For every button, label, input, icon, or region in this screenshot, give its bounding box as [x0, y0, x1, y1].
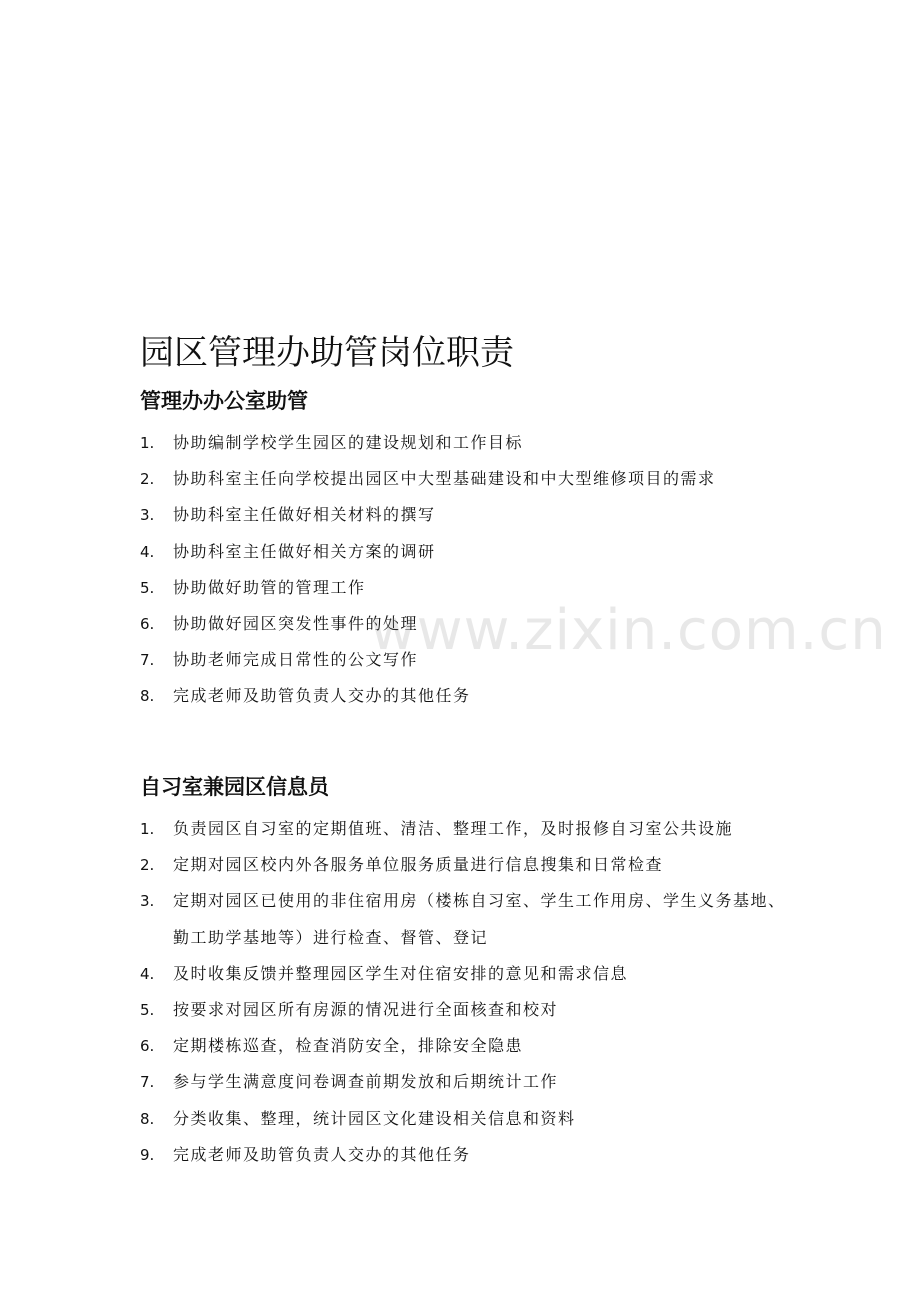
list-item-number: 4.	[140, 964, 155, 983]
list-item-text: 按要求对园区所有房源的情况进行全面核查和校对	[173, 1000, 559, 1020]
list-item-text: 协助做好园区突发性事件的处理	[173, 614, 419, 634]
list-item-text: 协助编制学校学生园区的建设规划和工作目标	[173, 433, 524, 452]
list-item-number: 2.	[140, 470, 155, 489]
duty-list-office-assistant	[140, 425, 800, 715]
list-item-text: 定期对园区校内外各服务单位服务质量进行信息搜集和日常检查	[173, 855, 664, 875]
list-item-number: 6.	[140, 1037, 155, 1056]
list-item	[140, 1028, 800, 1064]
list-item-text: 完成老师及助管负责人交办的其他任务	[173, 686, 471, 706]
list-item-text: 负责园区自习室的定期值班、清洁、整理工作，及时报修自习室公共设施	[173, 819, 734, 838]
list-item	[140, 461, 800, 497]
list-item	[140, 1101, 800, 1137]
list-item-number: 4.	[140, 542, 155, 561]
list-item-number: 8.	[140, 1109, 155, 1128]
list-item-text: 协助老师完成日常性的公文写作	[173, 650, 419, 670]
list-item-number: 9.	[140, 1145, 155, 1164]
list-item-text: 及时收集反馈并整理园区学生对住宿安排的意见和需求信息	[173, 963, 629, 983]
list-item-number: 7.	[140, 1073, 155, 1092]
list-item	[140, 642, 800, 678]
list-item	[140, 534, 800, 570]
list-item-number: 3.	[140, 892, 155, 911]
list-item-text: 完成老师及助管负责人交办的其他任务	[173, 1144, 471, 1164]
list-item	[140, 570, 800, 606]
list-item-number: 8.	[140, 687, 155, 706]
list-item	[140, 1064, 800, 1100]
list-item	[140, 992, 800, 1028]
list-item-text: 协助科室主任做好相关方案的调研	[173, 541, 436, 561]
list-item	[140, 956, 800, 992]
watermark: www.zixin.com.cn	[370, 598, 887, 663]
section-heading-office-assistant: 管理办办公室助管	[140, 389, 308, 413]
list-item-number: 1.	[140, 820, 155, 838]
list-item	[140, 883, 800, 955]
list-item	[140, 847, 800, 883]
duty-list-study-room-informant	[140, 811, 800, 1173]
list-item-number: 3.	[140, 506, 155, 525]
list-item-text: 协助科室主任向学校提出园区中大型基础建设和中大型维修项目的需求	[173, 469, 716, 489]
list-item-number: 1.	[140, 434, 155, 452]
list-item-number: 2.	[140, 856, 155, 875]
list-item-number: 7.	[140, 651, 155, 670]
document-title: 园区管理办助管岗位职责	[140, 333, 514, 373]
list-item	[140, 811, 800, 847]
list-item	[140, 606, 800, 642]
list-item-text: 定期楼栋巡查，检查消防安全，排除安全隐患	[173, 1036, 524, 1056]
list-item-number: 5.	[140, 1001, 155, 1020]
list-item-text: 分类收集、整理，统计园区文化建设相关信息和资料	[173, 1108, 576, 1128]
list-item	[140, 497, 800, 533]
list-item-number: 5.	[140, 578, 155, 597]
list-item-text: 定期对园区已使用的非住宿用房（楼栋自习室、学生工作用房、学生义务基地、勤工助学基地等）进行检查、督管、登记	[173, 891, 786, 947]
list-item	[140, 1137, 800, 1173]
list-item	[140, 678, 800, 714]
list-item-text: 协助做好助管的管理工作	[173, 577, 366, 597]
list-item-text: 协助科室主任做好相关材料的撰写	[173, 505, 436, 525]
list-item-text: 参与学生满意度问卷调查前期发放和后期统计工作	[173, 1072, 559, 1092]
list-item-number: 6.	[140, 615, 155, 634]
list-item	[140, 425, 800, 461]
section-heading-study-room-informant: 自习室兼园区信息员	[140, 775, 329, 799]
